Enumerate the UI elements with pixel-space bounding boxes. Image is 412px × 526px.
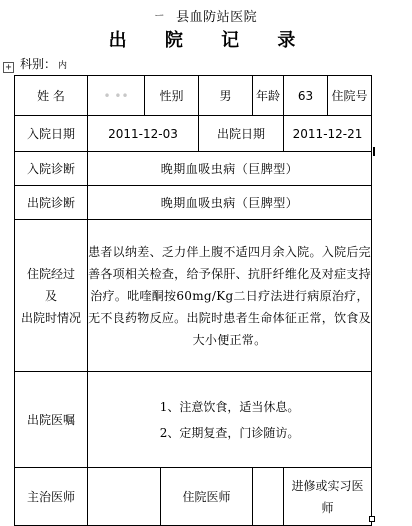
table-move-handle-icon[interactable]: + [3, 62, 14, 73]
discharge-diagnosis-value: 晚期血吸虫病（巨脾型） [88, 186, 372, 220]
dates-row [15, 116, 372, 152]
hospital-course-label-line2: 及 [44, 288, 57, 303]
hospital-course-row [15, 220, 372, 372]
name-value: • •• [88, 76, 145, 116]
gender-value: 男 [199, 76, 253, 116]
discharge-date-value: 2011-12-21 [284, 116, 372, 152]
hospital-course-label-line1: 住院经过 [26, 266, 75, 281]
discharge-date-label: 出院日期 [199, 116, 284, 152]
discharge-advice-label: 出院医嘱 [15, 372, 88, 468]
discharge-advice-row [15, 372, 372, 468]
table-resize-handle[interactable] [369, 516, 375, 522]
department-value: 内 [58, 61, 68, 71]
department-label: 科别： [20, 57, 57, 71]
resident-physician-signature [253, 468, 284, 526]
hospital-header [0, 6, 412, 25]
gender-label: 性别 [145, 76, 199, 116]
hospital-course-label [15, 220, 88, 372]
hospital-name: 县血防站医院 [176, 10, 258, 25]
patient-info-row [15, 76, 372, 116]
discharge-record-table [14, 75, 372, 526]
age-value: 63 [284, 76, 328, 116]
admit-diagnosis-value: 晚期血吸虫病（巨脾型） [88, 152, 372, 186]
admit-diagnosis-label: 入院诊断 [15, 152, 88, 186]
department-line [20, 55, 67, 72]
hospital-course-text: 患者以纳差、乏力伴上腹不适四月余入院。入院后完善各项相关检查，给予保肝、抗肝纤维化及对症支持治疗。吡喹酮按60mg/Kg二日疗法进行病原治疗，无不良药物反应。出院时患者生命体征正常，饮食及大小便正常。 [88, 220, 372, 372]
margin-marker [373, 147, 375, 156]
intern-physician-label: 进修或实习医师 [284, 468, 372, 526]
resident-physician-label: 住院医师 [161, 468, 253, 526]
admit-diagnosis-row [15, 152, 372, 186]
attending-physician-label: 主治医师 [15, 468, 88, 526]
admit-date-value: 2011-12-03 [88, 116, 199, 152]
page-title: 出 院 记 录 [108, 30, 312, 51]
discharge-diagnosis-row [15, 186, 372, 220]
attending-physician-signature [88, 468, 161, 526]
discharge-advice-list [88, 372, 372, 468]
advice-item-2: 2、定期复查，门诊随访。 [159, 425, 300, 440]
admission-number-label: 住院号 [328, 76, 372, 116]
hospital-course-label-line3: 出院时情况 [20, 310, 81, 325]
advice-item-1: 1、注意饮食，适当休息。 [159, 399, 300, 414]
name-label: 姓 名 [15, 76, 88, 116]
admit-date-label: 入院日期 [15, 116, 88, 152]
age-label: 年龄 [253, 76, 284, 116]
discharge-diagnosis-label: 出院诊断 [15, 186, 88, 220]
signatures-row [15, 468, 372, 526]
header-mark: ㅡ [154, 12, 165, 22]
